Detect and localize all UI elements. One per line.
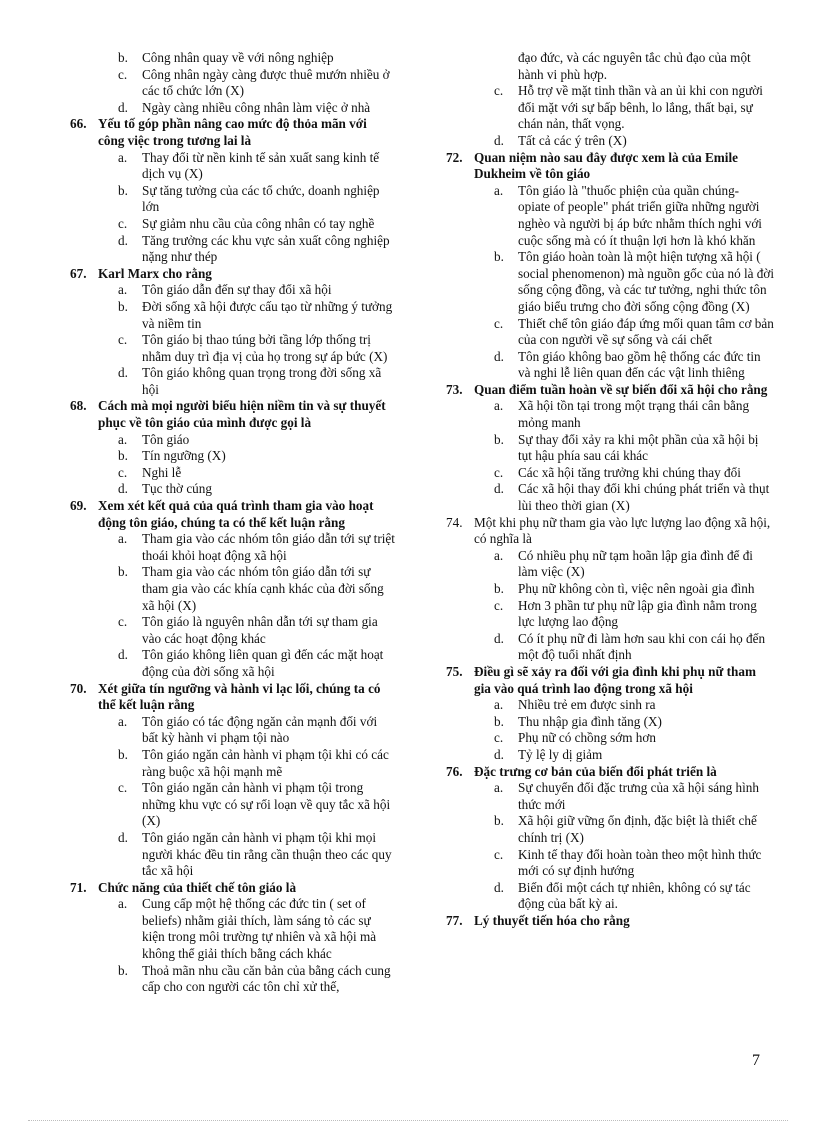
question-number: 67. xyxy=(70,265,87,281)
option-label: c. xyxy=(494,730,504,746)
question-67 xyxy=(70,266,396,399)
question-number: 73. xyxy=(446,381,463,397)
answer-option xyxy=(70,432,396,449)
option-label: d. xyxy=(118,829,128,845)
answer-option xyxy=(446,631,774,664)
option-text: Sự chuyển đổi đặc trưng của xã hội sáng hình thức mới xyxy=(518,780,759,812)
question-stem xyxy=(446,515,774,548)
answer-option xyxy=(446,598,774,631)
option-text: Nhiều trẻ em được sinh ra xyxy=(518,697,656,713)
option-label: a. xyxy=(118,896,128,912)
option-label: b. xyxy=(494,581,504,596)
option-text: Biến đổi một cách tự nhiên, không có sự tác động của bất kỳ ai. xyxy=(518,879,751,912)
question-stem xyxy=(446,913,774,930)
question-number: 76. xyxy=(446,763,463,779)
answer-option xyxy=(446,780,774,813)
question-text: Quan niệm nào sau đây được xem là của Emile Dukheim về tôn giáo xyxy=(474,149,738,182)
option-text: Tôn giáo dẫn đến sự thay đổi xã hội xyxy=(142,282,332,298)
question-stem xyxy=(70,681,396,714)
option-label: b. xyxy=(118,448,128,464)
answer-option xyxy=(446,398,774,431)
option-text: Tăng trưởng các khu vực sản xuất công nghiệp nặng như thép xyxy=(142,232,390,265)
option-label: b. xyxy=(494,249,504,265)
question-number: 68. xyxy=(70,398,87,414)
option-text: Thu nhập gia đình tăng (X) xyxy=(518,713,662,729)
question-68 xyxy=(70,398,396,498)
question-text: Cách mà mọi người biểu hiện niềm tin và sự thuyết phục về tôn giáo của mình được gọi là xyxy=(98,398,386,431)
option-text: Tôn giáo có tác động ngăn cản mạnh đối với bất kỳ hành vi phạm tội nào xyxy=(142,713,378,746)
option-text: Nghi lễ xyxy=(142,464,182,480)
answer-option xyxy=(70,216,396,233)
option-text: Tham gia vào các nhóm tôn giáo dẫn tới sự tham gia vào các khía cạnh khác của đời sống xã hội (X) xyxy=(142,564,384,613)
answer-option xyxy=(70,233,396,266)
answer-option xyxy=(70,896,396,962)
question-stem xyxy=(70,266,396,283)
option-label: d. xyxy=(494,746,504,762)
answer-option xyxy=(446,880,774,913)
option-label: a. xyxy=(494,398,504,414)
option-text: Thiết chế tôn giáo đáp ứng mối quan tâm cơ bản của con người về sự sống và cái chết xyxy=(518,315,774,348)
page-number: 7 xyxy=(752,1052,760,1069)
option-label: d. xyxy=(494,348,504,364)
carryover-options-left xyxy=(70,50,396,116)
option-text: Có ít phụ nữ đi làm hơn sau khi con cái họ đến một độ tuổi nhất định xyxy=(518,630,766,663)
answer-option xyxy=(70,100,396,117)
option-text: Hơn 3 phần tư phụ nữ lập gia đình nằm trong lực lượng lao động xyxy=(518,597,757,630)
option-label: d. xyxy=(494,481,504,497)
question-number: 72. xyxy=(446,149,463,165)
answer-option xyxy=(446,432,774,465)
option-text: Thoả mãn nhu cầu căn bản của bằng cách cung cấp cho con người các tôn chỉ xử thế, xyxy=(142,962,391,995)
answer-option xyxy=(446,133,774,150)
question-text: Xem xét kết quả của quá trình tham gia vào hoạt động tôn giáo, chúng ta có thể kết luận rằng xyxy=(98,498,374,530)
answer-option xyxy=(70,332,396,365)
option-text: Phụ nữ có chồng sớm hơn xyxy=(518,730,656,746)
answer-option xyxy=(70,150,396,183)
answer-option xyxy=(70,282,396,299)
question-text: Đặc trưng cơ bản của biến đổi phát triển là xyxy=(474,763,717,779)
answer-option xyxy=(70,183,396,216)
option-label: c. xyxy=(494,846,504,862)
question-number: 75. xyxy=(446,663,463,679)
option-label: c. xyxy=(494,315,504,331)
option-text: Tôn giáo không liên quan gì đến các mặt hoạt động của đời sống xã hội xyxy=(142,647,384,679)
option-text: Tôn giáo ngăn cản hành vi phạm tội khi mọi người khác đều tin rằng cần thuận theo các quy tắc xã hội xyxy=(142,829,392,879)
answer-option xyxy=(70,481,396,498)
answer-option xyxy=(446,747,774,764)
answer-option xyxy=(446,847,774,880)
option-label: b. xyxy=(494,431,504,447)
question-stem xyxy=(446,150,774,183)
option-label: a. xyxy=(494,182,504,198)
question-text: Lý thuyết tiến hóa cho rằng xyxy=(474,912,630,928)
option-text: Sự tăng tưởng của các tổ chức, doanh nghiệp lớn xyxy=(142,182,380,215)
question-number: 71. xyxy=(70,879,87,895)
option-text: Tín ngưỡng (X) xyxy=(142,448,226,464)
answer-option xyxy=(446,465,774,482)
answer-option xyxy=(70,647,396,680)
answer-option xyxy=(70,365,396,398)
option-label: a. xyxy=(118,713,128,729)
question-74 xyxy=(446,515,774,664)
answer-option xyxy=(70,67,396,100)
option-label: b. xyxy=(118,746,128,762)
question-number: 69. xyxy=(70,498,87,514)
option-text: Tôn giáo không bao gồm hệ thống các đức tin và nghi lễ liên quan đến các vật linh thiêng xyxy=(518,348,761,381)
answer-option xyxy=(70,830,396,880)
question-stem xyxy=(70,398,396,431)
answer-option xyxy=(70,714,396,747)
option-text: Công nhân quay về với nông nghiệp xyxy=(142,50,334,65)
question-number: 77. xyxy=(446,912,463,928)
option-label: c. xyxy=(118,464,128,480)
option-text: Tham gia vào các nhóm tôn giáo dẫn tới sự triệt thoái khỏi hoạt động xã hội xyxy=(142,531,395,563)
option-text: Tôn giáo là "thuốc phiện của quần chúng- opiate of people" phát triển giữa những người nghèo và người bị áp bức nhằm thích nghi với cuộc sống mà có ít thuận lợi hơn là khó khăn xyxy=(518,182,762,248)
option-text: Kinh tế thay đổi hoàn toàn theo một hình thức mới có sự định hướng xyxy=(518,846,762,879)
question-66 xyxy=(70,116,396,265)
option-label: c. xyxy=(118,215,128,231)
question-stem xyxy=(446,664,774,697)
question-text: Quan điểm tuần hoàn về sự biến đổi xã hội cho rằng xyxy=(474,381,768,397)
answer-option xyxy=(446,813,774,846)
option-label: a. xyxy=(494,547,504,563)
option-label: c. xyxy=(118,614,128,630)
question-text: Điều gì sẽ xảy ra đối với gia đình khi phụ nữ tham gia vào quá trình lao động trong xã hội xyxy=(474,663,756,696)
left-column xyxy=(70,50,396,996)
option-label: b. xyxy=(118,564,128,580)
answer-option xyxy=(446,481,774,514)
option-label: b. xyxy=(118,962,128,978)
answer-option xyxy=(446,581,774,598)
option-text: Xã hội tồn tại trong một trạng thái cân bằng mỏng manh xyxy=(518,398,750,431)
question-stem xyxy=(70,498,396,531)
question-text: Karl Marx cho rằng xyxy=(98,265,212,281)
option-text: Tất cả các ý trên (X) xyxy=(518,132,627,148)
answer-option xyxy=(446,697,774,714)
option-text: Ngày càng nhiều công nhân làm việc ở nhà xyxy=(142,99,371,115)
option-label: d. xyxy=(494,879,504,895)
answer-option xyxy=(446,249,774,315)
footer-divider xyxy=(28,1120,788,1121)
option-label: b. xyxy=(118,182,128,198)
question-stem xyxy=(446,382,774,399)
right-column xyxy=(446,50,774,929)
question-number: 66. xyxy=(70,116,87,132)
option-text: Tôn giáo hoàn toàn là một hiện tượng xã hội ( social phenomenon) mà nguồn gốc của nó là đời sống cộng đồng, và các tư tưởng, nghi thức tôn giáo biểu trưng cho đời sống cộng đồng (X) xyxy=(518,249,775,314)
option-text: Hỗ trợ về mặt tinh thần và an ủi khi con người đối mặt với sự bấp bênh, lo lắng, thất bại, sự chán nản, thất vọng. xyxy=(518,83,763,132)
option-text: Có nhiều phụ nữ tạm hoãn lập gia đình để đi làm việc (X) xyxy=(518,547,753,580)
question-text: Yếu tố góp phần nâng cao mức độ thỏa mãn với công việc trong tương lai là xyxy=(98,116,367,148)
question-stem xyxy=(446,764,774,781)
answer-option xyxy=(446,714,774,731)
option-text: Phụ nữ không còn tì, việc nên ngoài gia đình xyxy=(518,581,755,596)
option-text: Tôn giáo không quan trọng trong đời sống xã hội xyxy=(142,365,382,397)
option-label: c. xyxy=(118,66,128,82)
option-label: c. xyxy=(118,780,128,796)
answer-option xyxy=(70,448,396,465)
question-69 xyxy=(70,498,396,681)
option-text: Tục thờ cúng xyxy=(142,481,212,497)
question-stem xyxy=(70,880,396,897)
option-label: b. xyxy=(118,298,128,314)
option-text: Tôn giáo ngăn cản hành vi phạm tội trong những khu vực có sự rối loạn về quy tắc xã hội (X) xyxy=(142,780,391,829)
answer-option xyxy=(70,299,396,332)
question-76 xyxy=(446,764,774,913)
option-text: Tỷ lệ ly dị giảm xyxy=(518,746,603,762)
question-72 xyxy=(446,150,774,382)
option-label: a. xyxy=(118,531,128,547)
option-label: b. xyxy=(494,713,504,729)
question-71 xyxy=(70,880,396,996)
answer-option xyxy=(446,548,774,581)
answer-option xyxy=(446,83,774,133)
option-label: d. xyxy=(118,232,128,248)
option-continuation: đạo đức, và các nguyên tắc chủ đạo của một hành vi phù hợp. xyxy=(518,50,751,82)
question-text: Chức năng của thiết chế tôn giáo là xyxy=(98,879,297,895)
option-label: c. xyxy=(494,464,504,480)
option-text: Tôn giáo ngăn cản hành vi phạm tội khi có các ràng buộc xã hội mạnh mẽ xyxy=(142,746,389,779)
question-number: 74. xyxy=(446,514,463,530)
option-text: Tôn giáo là nguyên nhân dẫn tới sự tham gia vào các hoạt động khác xyxy=(142,614,378,646)
answer-option xyxy=(446,349,774,382)
option-text: Xã hội giữ vững ổn định, đặc biệt là thiết chế chính trị (X) xyxy=(518,813,757,845)
option-label: d. xyxy=(118,365,128,381)
option-text: Tôn giáo bị thao túng bởi tầng lớp thống trị nhằm duy trì địa vị của họ trong sự áp bức (X) xyxy=(142,332,388,364)
answer-option xyxy=(70,963,396,996)
option-label: c. xyxy=(118,332,128,348)
option-text: Các xã hội thay đổi khi chúng phát triển và thụt lùi theo thời gian (X) xyxy=(518,481,770,514)
option-label: a. xyxy=(118,431,128,447)
answer-option xyxy=(70,780,396,830)
question-text: Một khi phụ nữ tham gia vào lực lượng lao động xã hội, có nghĩa là xyxy=(474,514,771,547)
question-77 xyxy=(446,913,774,930)
answer-option xyxy=(446,730,774,747)
option-label: a. xyxy=(118,282,128,298)
question-70 xyxy=(70,681,396,880)
question-73 xyxy=(446,382,774,515)
option-label: d. xyxy=(494,132,504,148)
option-label: a. xyxy=(118,149,128,165)
question-stem xyxy=(70,116,396,149)
answer-option xyxy=(70,50,396,67)
option-label: c. xyxy=(494,597,504,613)
option-text: Sự giảm nhu cầu của công nhân có tay nghề xyxy=(142,215,375,231)
option-label: a. xyxy=(494,780,504,796)
option-text: Đời sống xã hội được cấu tạo từ những ý tưởng và niềm tin xyxy=(142,298,393,331)
answer-option xyxy=(70,614,396,647)
option-text: Công nhân ngày càng được thuê mướn nhiều ở các tổ chức lớn (X) xyxy=(142,66,390,99)
option-text: Các xã hội tăng trưởng khi chúng thay đổi xyxy=(518,464,741,480)
option-text: Thay đổi từ nền kinh tế sản xuất sang kinh tế dịch vụ (X) xyxy=(142,149,380,182)
option-label: b. xyxy=(494,813,504,829)
answer-option xyxy=(70,531,396,564)
option-text: Cung cấp một hệ thống các đức tin ( set of beliefs) nhằm giải thích, làm sáng tỏ các sự kiện trong môi trường tự nhiên và xã hội mà không thể giải thích bằng cách khác xyxy=(142,896,377,962)
option-label: d. xyxy=(118,99,128,115)
option-label: d. xyxy=(494,630,504,646)
option-label: a. xyxy=(494,697,504,713)
option-label: b. xyxy=(118,50,128,65)
question-text: Xét giữa tín ngưỡng và hành vi lạc lối, chúng ta có thể kết luận rằng xyxy=(98,680,381,713)
answer-option xyxy=(446,316,774,349)
option-label: d. xyxy=(118,647,128,663)
option-label: c. xyxy=(494,83,504,99)
answer-option xyxy=(70,564,396,614)
question-number: 70. xyxy=(70,680,87,696)
option-text: Tôn giáo xyxy=(142,431,190,447)
option-text: Sự thay đổi xảy ra khi một phần của xã hội bị tụt hậu phía sau cái khác xyxy=(518,431,759,464)
answer-option xyxy=(446,183,774,249)
option-label: d. xyxy=(118,481,128,497)
answer-option xyxy=(70,747,396,780)
question-75 xyxy=(446,664,774,764)
answer-option xyxy=(70,465,396,482)
